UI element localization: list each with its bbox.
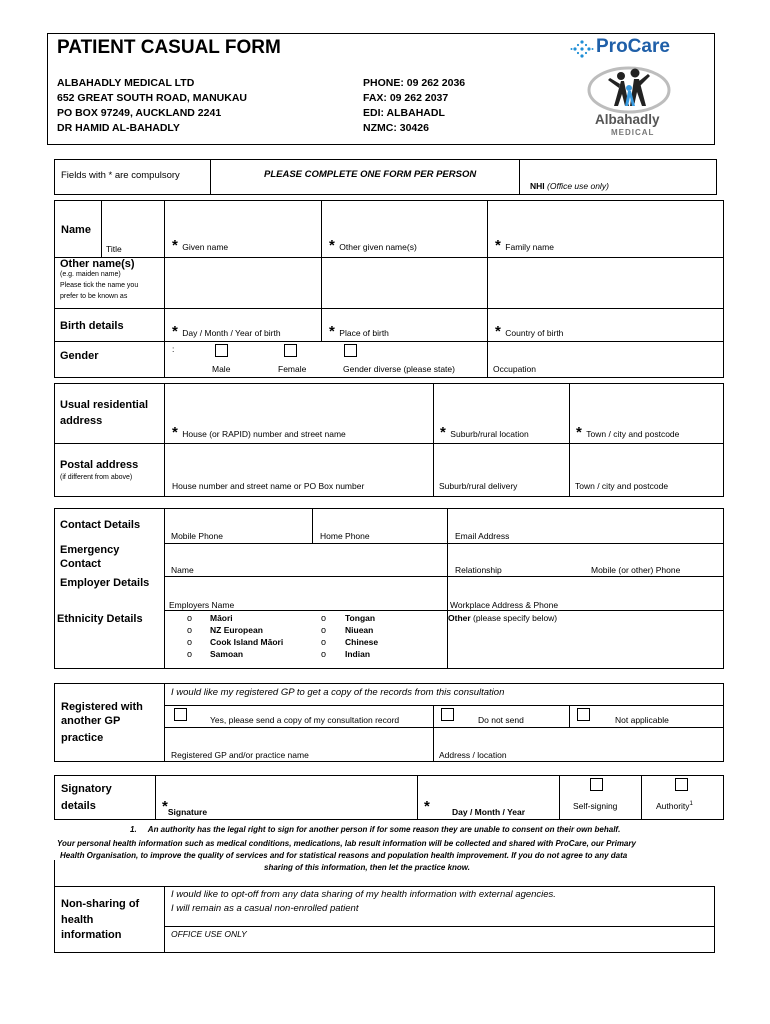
gp-statement: I would like my registered GP to get a copy of the records from this consultation [171, 687, 505, 698]
other-names-hint-3: prefer to be known as [60, 293, 128, 300]
female-checkbox[interactable] [284, 344, 297, 357]
place-of-birth-field[interactable]: * Place of birth [329, 323, 389, 340]
workplace-field[interactable]: Workplace Address & Phone [450, 600, 559, 610]
gender-diverse-label: Gender diverse (please state) [343, 364, 455, 374]
casual-patient-statement: I will remain as a casual non-enrolled patient [171, 903, 359, 914]
nhi-field[interactable] [530, 181, 609, 191]
suburb-field[interactable]: * Suburb/rural location [440, 424, 529, 441]
opt-off-statement: I would like to opt-off from any data sharing of my health information with external agencies. [171, 889, 556, 900]
nonsharing-label-1: Non-sharing of [61, 898, 140, 910]
town-postcode-field[interactable]: * Town / city and postcode [576, 424, 680, 441]
ethnicity-radio-indian[interactable]: o [321, 649, 327, 659]
ethnicity-other-label: Other [448, 613, 471, 623]
title-field[interactable]: Title [106, 244, 122, 254]
gp-na-label: Not applicable [615, 715, 669, 725]
procare-dots-icon [570, 39, 594, 59]
ethnicity-radio-cook-island[interactable]: o [187, 637, 193, 647]
ethnicity-label-chinese: Chinese [345, 637, 379, 647]
country-of-birth-field[interactable]: * Country of birth [495, 323, 564, 340]
signature-field[interactable]: $*_{Signature}$ [162, 798, 208, 817]
fax: FAX: 09 262 2037 [363, 92, 449, 104]
contact-details-label: Contact Details [60, 519, 141, 531]
authority-checkbox[interactable] [675, 778, 688, 791]
ethnicity-other-field[interactable] [448, 613, 557, 623]
gp-yes-checkbox[interactable] [174, 708, 187, 721]
signature-date-field[interactable]: * [424, 798, 430, 815]
employers-name-field[interactable]: Employers Name [169, 600, 235, 610]
ethnicity-radio-maori[interactable]: o [187, 613, 193, 623]
other-given-name-field[interactable]: * Other given name(s) [329, 237, 417, 254]
residential-label-1: Usual residential [60, 399, 149, 411]
emergency-contact-label-2: Contact [60, 558, 101, 570]
ethnicity-label-maori: Māori [210, 613, 233, 623]
phone: PHONE: 09 262 2036 [363, 77, 466, 89]
org-line-2: 652 GREAT SOUTH ROAD, MANUKAU [57, 92, 247, 104]
self-signing-checkbox[interactable] [590, 778, 603, 791]
nzmc: NZMC: 30426 [363, 122, 429, 134]
ethnicity-radio-samoan[interactable]: o [187, 649, 193, 659]
gp-address-field[interactable]: Address / location [439, 750, 507, 760]
gp-name-field[interactable]: Registered GP and/or practice name [171, 750, 309, 760]
ethnicity-radio-tongan[interactable]: o [321, 613, 327, 623]
other-names-label: Other name(s) [60, 258, 135, 270]
house-street-field[interactable]: * House (or RAPID) number and street name [172, 424, 346, 441]
signatory-label-1: Signatory [61, 783, 112, 795]
family-name-field[interactable]: * Family name [495, 237, 554, 254]
ethnicity-label-tongan: Tongan [345, 613, 376, 623]
postal-town-field[interactable]: Town / city and postcode [575, 481, 669, 491]
office-use-only[interactable]: OFFICE USE ONLY [171, 929, 247, 939]
nonsharing-label-3: information [61, 929, 122, 941]
one-form-instruction: PLEASE COMPLETE ONE FORM PER PERSON [264, 169, 477, 180]
ethnicity-label-nz-european: NZ European [210, 625, 263, 635]
form-title: PATIENT CASUAL FORM [57, 37, 281, 58]
privacy-notice-1: Your personal health information such as medical conditions, medications, lab result information will be collected and shared with ProCare, our Primary [57, 839, 636, 848]
ethnicity-radio-niuean[interactable]: o [321, 625, 327, 635]
gp-no-checkbox[interactable] [441, 708, 454, 721]
ethnicity-label-indian: Indian [345, 649, 371, 659]
gender-diverse-checkbox[interactable] [344, 344, 357, 357]
dob-field[interactable]: * Day / Month / Year of birth [172, 323, 281, 340]
gp-label-3: practice [61, 732, 104, 744]
relationship-field[interactable]: Relationship [455, 565, 502, 575]
gp-na-checkbox[interactable] [577, 708, 590, 721]
emergency-name-field[interactable]: Name [171, 565, 194, 575]
male-checkbox[interactable] [215, 344, 228, 357]
ethnicity-label-samoan: Samoan [210, 649, 244, 659]
signatory-label-2: details [61, 800, 96, 812]
nonsharing-label-2: health [61, 914, 94, 926]
employer-details-label: Employer Details [60, 577, 150, 589]
ethnicity-details-label: Ethnicity Details [57, 613, 143, 625]
given-name-field[interactable]: * Given name [172, 237, 229, 254]
name-label: Name [61, 224, 91, 236]
postal-suburb-field[interactable]: Suburb/rural delivery [439, 481, 518, 491]
authority-footnote: 1. An authority has the legal right to sign for another person if for some reason they are unable to consent on their own behalf. [130, 825, 621, 834]
other-name-input-3[interactable] [488, 258, 723, 307]
ethnicity-label-cook-island: Cook Island Māori [210, 637, 284, 647]
compulsory-note: Fields with * are compulsory [61, 170, 180, 181]
ethnicity-radio-nz-european[interactable]: o [187, 625, 193, 635]
gender-label: Gender [60, 350, 99, 362]
privacy-notice-3: sharing of this information, then let the practice know. [264, 863, 470, 872]
albahadly-figures-icon [584, 66, 674, 114]
signature-date-label: Day / Month / Year [452, 807, 526, 817]
other-names-hint-1: (e.g. maiden name) [60, 271, 121, 278]
nhi-note: (Office use only) [547, 181, 609, 191]
gp-yes-label: Yes, please send a copy of my consultation record [210, 715, 400, 725]
residential-label-2: address [60, 415, 103, 427]
occupation-field[interactable]: Occupation [493, 364, 536, 374]
contact-section [54, 508, 724, 669]
procare-logo: ProCare [570, 38, 690, 60]
gender-colon: : [172, 344, 175, 354]
other-name-input-1[interactable] [165, 258, 320, 307]
privacy-notice-2: Health Organisation, to improve the quality of services and for statistical reasons and population health improvement. If you do not agree to any data [60, 851, 628, 860]
gp-label-2: another GP [61, 715, 121, 727]
postal-address-hint: (if different from above) [60, 474, 133, 481]
org-line-1: ALBAHADLY MEDICAL LTD [57, 77, 195, 89]
self-signing-label: Self-signing [573, 801, 618, 811]
home-phone-field[interactable]: Home Phone [320, 531, 370, 541]
edi: EDI: ALBAHADL [363, 107, 445, 119]
ethnicity-radio-chinese[interactable]: o [321, 637, 327, 647]
authority-label: Authority$^1$ [656, 801, 693, 811]
postal-house-field[interactable]: House number and street name or PO Box number [172, 481, 365, 491]
female-label: Female [278, 364, 307, 374]
org-line-4: DR HAMID AL-BAHADLY [57, 122, 180, 134]
male-label: Male [212, 364, 231, 374]
ethnicity-other-note: (please specify below) [473, 613, 558, 623]
postal-address-label: Postal address [60, 459, 139, 471]
nhi-label: NHI [530, 181, 545, 191]
emergency-phone-field[interactable]: Mobile (or other) Phone [591, 565, 681, 575]
other-name-input-2[interactable] [322, 258, 486, 307]
emergency-contact-label-1: Emergency [60, 544, 120, 556]
other-names-hint-2: Please tick the name you [60, 282, 139, 289]
birth-details-label: Birth details [60, 320, 124, 332]
mobile-phone-field[interactable]: Mobile Phone [171, 531, 223, 541]
email-field[interactable]: Email Address [455, 531, 510, 541]
ethnicity-label-niuean: Niuean [345, 625, 374, 635]
gp-no-label: Do not send [478, 715, 524, 725]
albahadly-logo: Albahadly MEDICAL [584, 66, 674, 142]
gp-label-1: Registered with [61, 701, 143, 713]
org-line-3: PO BOX 97249, AUCKLAND 2241 [57, 107, 222, 119]
